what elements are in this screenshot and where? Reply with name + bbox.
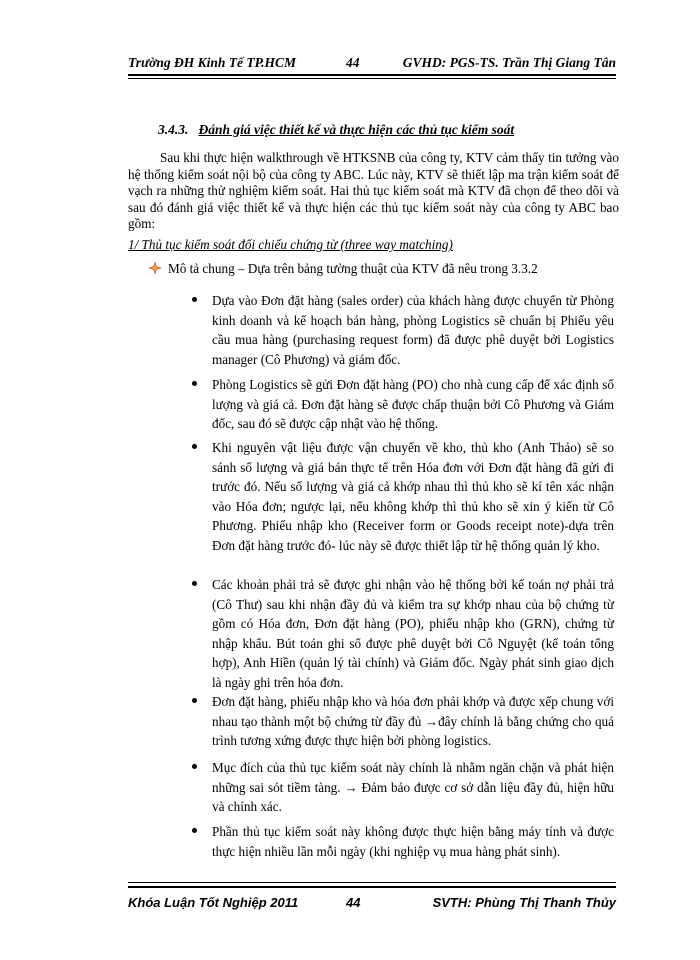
bullet-dot (192, 764, 197, 769)
bullet-text: Dựa vào Đơn đặt hàng (sales order) của khách hàng được chuyển từ Phòng kinh doanh và kế hoạch bán hàng, phòng Logistics sẽ chuẩn bị Phiếu yêu cầu mua hàng (purchasing request form) đã được phê duyệt bởi Logistics manager (Cô Phương) và giám đốc. (212, 293, 614, 367)
four-point-star-icon (148, 261, 162, 275)
bullet-dot (192, 444, 197, 449)
header-rule-thin (128, 78, 616, 79)
page-footer (128, 895, 616, 915)
bullet-dot (192, 581, 197, 586)
section-heading (158, 122, 514, 138)
footer-thesis: Khóa Luận Tốt Nghiệp 2011 (128, 895, 299, 910)
bullet-dot (192, 297, 197, 302)
footer-page-number: 44 (346, 895, 361, 910)
bullet-text: Khi nguyên vật liệu được vận chuyển về kho, thủ kho (Anh Thảo) sẽ so sánh số lượng và giá bán thực tế trên Hóa đơn với Đơn đặt hàng đã gửi đi trước đó. Nếu số lượng và giá cả khớp nhau thì thủ kho sẽ kí tên xác nhận vào Hóa đơn; ngược lại, nếu không khớp thì thủ kho sẽ xin ý kiến từ Cô Phương. Phiếu nhập kho (Receiver form or Goods receipt note)-dựa trên Đơn đặt hàng trước đó- lúc này sẽ được thiết lập từ hệ thống quản lý kho. (212, 440, 614, 553)
bullet-dot (192, 381, 197, 386)
intro-paragraph: Sau khi thực hiện walkthrough về HTKSNB của công ty, KTV cảm thấy tin tưởng vào hệ thống kiểm soát nội bộ của công ty ABC. Lúc này, KTV sẽ thiết lập ma trận kiểm soát để vạch ra những thử nghiệm kiểm soát. Hai thủ tục kiểm soát mà KTV đã chọn để theo dõi và sau đó đánh giá việc thiết kế và thực hiện các thủ tục kiểm soát này của công ty ABC bao gồm: (128, 150, 619, 232)
bullet-text: Phòng Logistics sẽ gửi Đơn đặt hàng (PO) cho nhà cung cấp để xác định số lượng và giá cả. Đơn đặt hàng sẽ được chấp thuận bởi Cô Phương và Giám đốc, sau đó sẽ được cập nhật vào hệ thống. (212, 377, 614, 432)
bullet-text: Phần thủ tục kiểm soát này không được thực hiện bằng máy tính và được thực hiện nhiều lần mỗi ngày (khi nghiệp vụ mua hàng phát sinh). (212, 824, 614, 859)
bullet-text: Đơn đặt hàng, phiếu nhập kho và hóa đơn phải khớp và được xếp chung với nhau tạo thành một bộ chứng từ đầy đủ →đây chính là bằng chứng cho quá trình tương xứng được thực hiện bởi phòng logistics. (212, 694, 614, 749)
bullet-dot (192, 698, 197, 703)
header-page-number: 44 (346, 55, 360, 70)
subsection-heading: 1/ Thủ tục kiểm soát đối chiếu chứng từ (three way matching) (128, 237, 453, 252)
footer-rule-thin (128, 882, 616, 883)
lead-text: Mô tả chung – Dựa trên bảng tường thuật của KTV đã nêu trong 3.3.2 (168, 261, 538, 276)
header-school: Trường ĐH Kinh Tế TP.HCM (128, 55, 296, 70)
lead-item (148, 261, 538, 277)
bullet-text: Mục đích của thủ tục kiểm soát này chính là nhằm ngăn chặn và phát hiện những sai sót tiềm tàng. → Đảm bảo được cơ sở dẫn liệu đầy đủ, hiện hữu và chính xác. (212, 760, 614, 815)
header-advisor: GVHD: PGS-TS. Trần Thị Giang Tân (402, 55, 616, 70)
bullet-text: Các khoản phải trả sẽ được ghi nhận vào hệ thống bởi kế toán nợ phải trả (Cô Thư) sau khi nhận đầy đủ và kiểm tra sự khớp nhau của bộ chứng từ gồm có Hóa đơn, Đơn đặt hàng (PO), phiếu nhập kho (GRN), chứng từ nhập khẩu. Bút toán ghi sổ được phê duyệt bởi Cô Nguyệt (kế toán tổng hợp), Anh Hiền (quản lý tài chính) và Giám đốc. Ngày phát sinh giao dịch là ngày ghi trên hóa đơn. (212, 577, 614, 690)
section-title: Đánh giá việc thiết kế và thực hiện các thủ tục kiểm soát (198, 122, 515, 137)
section-number: 3.4.3. (158, 122, 189, 137)
bullet-dot (192, 828, 197, 833)
footer-student: SVTH: Phùng Thị Thanh Thủy (432, 895, 616, 910)
page-header (128, 55, 616, 75)
header-rule-thick (128, 74, 616, 76)
footer-rule-thick (128, 886, 616, 888)
